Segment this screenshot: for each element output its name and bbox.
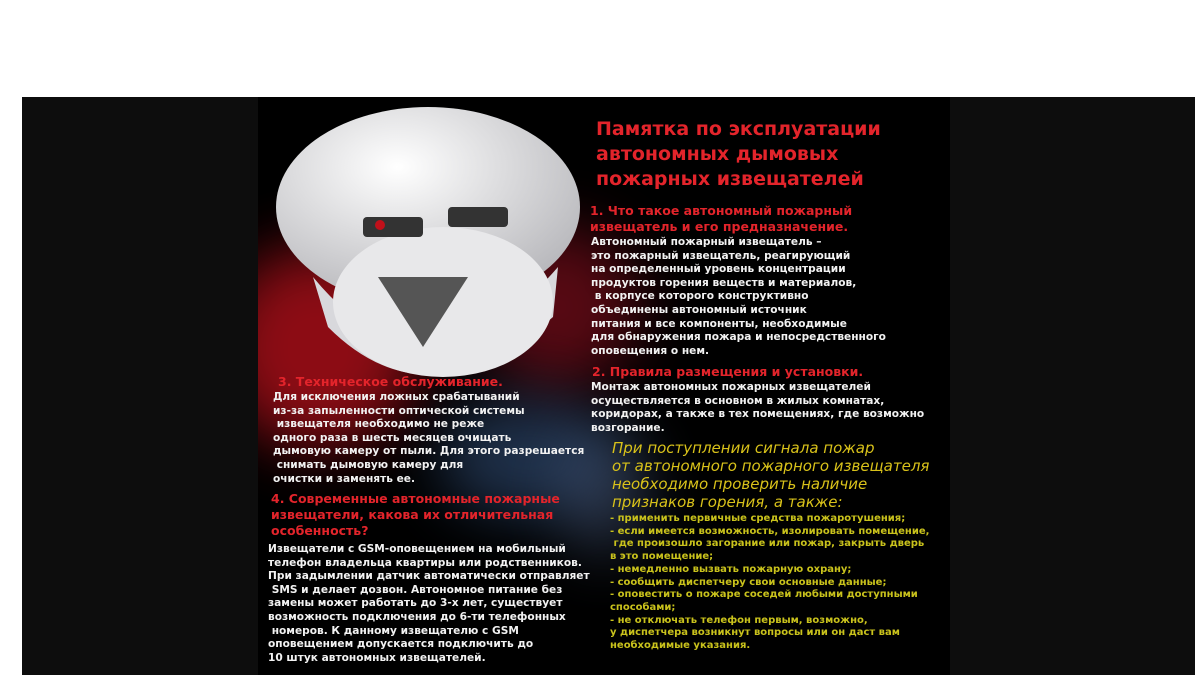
text-line: 1. Что такое автономный пожарный [590,203,853,218]
poster-title [596,117,881,192]
text-line: для обнаружения пожара и непосредственного [591,331,886,344]
smoke-detector-illustration [268,97,588,397]
text-line: Автономный пожарный извещатель – [591,236,822,248]
text-line: необходимые указания. [610,640,751,652]
text-line: коридорах, а также в тех помещениях, где возможно [591,408,925,421]
text-line: При поступлении сигнала пожар [612,439,875,457]
text-line: признаков горения, а также: [612,493,843,511]
text-line: автономных дымовых [596,143,839,165]
text-line: необходимо проверить наличие [612,475,868,493]
text-line: в это помещение; [610,551,714,563]
text-line: замены может работать до 3-х лет, существует [268,597,563,610]
section-1-heading [590,203,852,235]
text-line: - оповестить о пожаре соседей любыми доступными [610,589,918,601]
text-line: в корпусе которого конструктивно [591,290,809,303]
alarm-instructions-list [610,513,929,653]
text-line: - не отключать телефон первым, возможно, [610,614,868,626]
section-3-body [273,391,584,486]
text-line: Для исключения ложных срабатываний [273,391,520,403]
text-line: извещатель и его предназначение. [590,219,849,234]
text-line: - применить первичные средства пожаротушения; [610,513,906,524]
text-line: 2. Правила размещения и установки. [592,364,864,379]
section-4-heading [271,491,560,539]
text-line: из-за запыленности оптической системы [273,404,525,417]
text-line: это пожарный извещатель, реагирующий [591,249,851,262]
text-line: объединены автономный источник [591,303,807,316]
text-line: снимать дымовую камеру для [273,458,464,471]
text-line: возможность подключения до 6-ти телефонных [268,610,566,623]
text-line: SMS и делает дозвон. Автономное питание без [268,583,563,596]
text-line: где произошло загорание или пожар, закрыть дверь [610,538,925,550]
text-line: оповещением допускается подключить до [268,638,534,651]
text-line: очистки и заменять ее. [273,472,415,485]
text-line: 4. Современные автономные пожарные [271,491,560,506]
section-3-heading [278,374,503,390]
text-line: способами; [610,601,676,613]
text-line: номеров. К данному извещателю с GSM [268,624,519,637]
text-line: одного раза в шесть месяцев очищать [273,431,512,444]
text-line: Памятка по эксплуатации [596,118,881,140]
text-line: возгорание. [591,421,665,434]
text-line: на определенный уровень концентрации [591,263,846,276]
text-line: дымовую камеру от пыли. Для этого разрешается [273,445,585,458]
fire-detector-memo-poster [258,97,950,675]
text-line: продуктов горения веществ и материалов, [591,276,857,289]
text-line: от автономного пожарного извещателя [612,457,930,475]
section-2-heading [592,364,863,380]
text-line: 3. Техническое обслуживание. [278,374,503,389]
text-line: питания и все компоненты, необходимые [591,317,847,330]
text-line: Монтаж автономных пожарных извещателей [591,381,871,393]
text-line: - если имеется возможность, изолировать помещение, [610,525,930,537]
text-line: телефон владельца квартиры или родственников. [268,556,582,569]
text-line: - немедленно вызвать пожарную охрану; [610,563,852,575]
text-line: извещатели, какова их отличительная [271,507,554,522]
text-line: извещателя необходимо не реже [273,418,485,431]
text-line: оповещения о нем. [591,344,710,357]
text-line: осуществляется в основном в жилых комнатах, [591,394,885,407]
section-1-body [591,236,886,358]
text-line: 10 штук автономных извещателей. [268,651,486,664]
alarm-instructions-intro [612,439,929,511]
text-line: пожарных извещателей [596,168,864,190]
text-line: особенность? [271,523,369,538]
text-line: При задымлении датчик автоматически отправляет [268,570,590,583]
section-2-body [591,381,924,435]
text-line: Извещатели с GSM-оповещением на мобильный [268,543,566,555]
section-4-body [268,543,590,665]
text-line: - сообщить диспетчеру свои основные данные; [610,576,887,588]
text-line: у диспетчера возникнут вопросы или он даст вам [610,627,900,639]
